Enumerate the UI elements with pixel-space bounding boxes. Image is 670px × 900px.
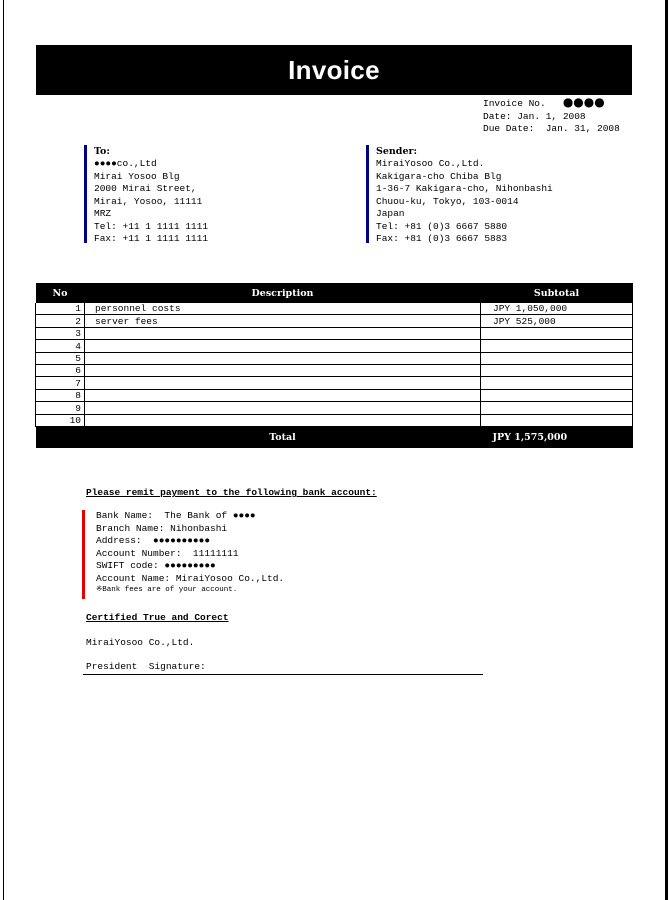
sender-line: Japan xyxy=(376,208,405,219)
row-number: 9 xyxy=(36,402,85,414)
row-subtotal xyxy=(481,327,633,339)
row-subtotal xyxy=(481,340,633,352)
sender-line: Fax: +81 (0)3 6667 5883 xyxy=(376,233,508,244)
invoice-date-value: Jan. 1, 2008 xyxy=(517,110,586,122)
invoice-header-bar xyxy=(36,45,632,95)
table-row xyxy=(36,303,633,315)
table-header-row xyxy=(36,283,633,303)
swift-code: SWIFT code: ●●●●●●●●● xyxy=(96,560,216,571)
row-number: 5 xyxy=(36,352,85,364)
row-number: 1 xyxy=(36,303,85,315)
recipient-line: Mirai, Yosoo, 11111 xyxy=(94,195,203,207)
recipient-address xyxy=(84,145,208,246)
invoice-number-label: Invoice No. xyxy=(483,98,546,109)
invoice-title: Invoice xyxy=(288,54,380,85)
row-description xyxy=(85,389,481,401)
row-description xyxy=(85,377,481,389)
recipient-accent-bar xyxy=(84,145,87,243)
row-description: personnel costs xyxy=(85,303,481,315)
total-spacer xyxy=(36,426,85,448)
recipient-line: Mirai Yosoo Blg xyxy=(94,170,180,182)
table-row xyxy=(36,315,633,327)
invoice-date-label: Date: xyxy=(483,110,512,122)
table-row xyxy=(36,340,633,352)
table-row xyxy=(36,327,633,339)
sender-line: MiraiYosoo Co.,Ltd. xyxy=(376,158,485,169)
sender-line: Kakigara-cho Chiba Blg xyxy=(376,170,502,182)
row-subtotal xyxy=(481,352,633,364)
due-date-label: Due Date: xyxy=(483,123,535,134)
recipient-line: ●●●●co.,Ltd xyxy=(94,158,157,169)
row-subtotal xyxy=(481,414,633,426)
sender-line: Tel: +81 (0)3 6667 5880 xyxy=(376,220,508,232)
remit-payment-heading: Please remit payment to the following bank account: xyxy=(86,487,377,498)
recipient-line: MRZ xyxy=(94,208,112,219)
row-subtotal: JPY 1,050,000 xyxy=(481,303,633,315)
branch-name: Branch Name: Nihonbashi xyxy=(96,522,228,534)
row-number: 6 xyxy=(36,364,85,376)
certification-heading: Certified True and Corect xyxy=(86,612,229,623)
sender-address xyxy=(366,145,553,246)
row-number: 3 xyxy=(36,327,85,339)
line-items-table xyxy=(35,283,633,448)
sender-accent-bar xyxy=(366,145,369,243)
recipient-heading: To: xyxy=(94,146,110,157)
president-signature-line: President Signature: xyxy=(83,661,483,675)
recipient-line: 2000 Mirai Street, xyxy=(94,183,197,194)
sender-line: Chuou-ku, Tokyo, 103-0014 xyxy=(376,195,519,207)
table-row xyxy=(36,352,633,364)
sender-line: 1-36-7 Kakigara-cho, Nihonbashi xyxy=(376,183,553,194)
table-row xyxy=(36,377,633,389)
recipient-line: Fax: +11 1 1111 1111 xyxy=(94,233,209,244)
table-row xyxy=(36,414,633,426)
row-description xyxy=(85,352,481,364)
row-subtotal: JPY 525,000 xyxy=(481,315,633,327)
row-number: 8 xyxy=(36,389,85,401)
column-header-subtotal: Subtotal xyxy=(481,283,633,303)
row-subtotal xyxy=(481,389,633,401)
row-subtotal xyxy=(481,402,633,414)
row-subtotal xyxy=(481,364,633,376)
table-row xyxy=(36,364,633,376)
due-date-row xyxy=(483,123,620,136)
bank-name: Bank Name: The Bank of ●●●● xyxy=(96,510,256,521)
invoice-number-value: ●●●● xyxy=(562,95,605,109)
row-description xyxy=(85,340,481,352)
total-label: Total xyxy=(85,426,481,448)
row-description: server fees xyxy=(85,315,481,327)
bank-accent-bar xyxy=(82,510,85,599)
page-border-left xyxy=(3,0,4,900)
invoice-meta xyxy=(483,96,620,136)
column-header-description: Description xyxy=(85,283,481,303)
total-row xyxy=(36,426,633,448)
row-subtotal xyxy=(481,377,633,389)
bank-fees-note: ※Bank fees are of your account. xyxy=(96,586,238,594)
column-header-no: No xyxy=(36,283,85,303)
table-row xyxy=(36,402,633,414)
row-number: 2 xyxy=(36,315,85,327)
table-row xyxy=(36,389,633,401)
row-description xyxy=(85,327,481,339)
row-description xyxy=(85,414,481,426)
sender-heading: Sender: xyxy=(376,146,418,157)
invoice-date-row xyxy=(483,111,620,124)
recipient-line: Tel: +11 1 1111 1111 xyxy=(94,220,209,232)
certifying-company: MiraiYosoo Co.,Ltd. xyxy=(86,637,195,648)
row-description xyxy=(85,402,481,414)
row-description xyxy=(85,364,481,376)
invoice-number-row xyxy=(483,96,620,111)
row-number: 7 xyxy=(36,377,85,389)
row-number: 4 xyxy=(36,340,85,352)
bank-details xyxy=(82,510,284,596)
due-date-value: Jan. 31, 2008 xyxy=(545,123,620,134)
account-number: Account Number: 11111111 xyxy=(96,547,239,559)
bank-address: Address: ●●●●●●●●●● xyxy=(96,535,211,546)
page-border-right xyxy=(665,0,668,900)
total-value: JPY 1,575,000 xyxy=(481,426,633,448)
row-number: 10 xyxy=(36,414,85,426)
account-name: Account Name: MiraiYosoo Co.,Ltd. xyxy=(96,572,285,584)
